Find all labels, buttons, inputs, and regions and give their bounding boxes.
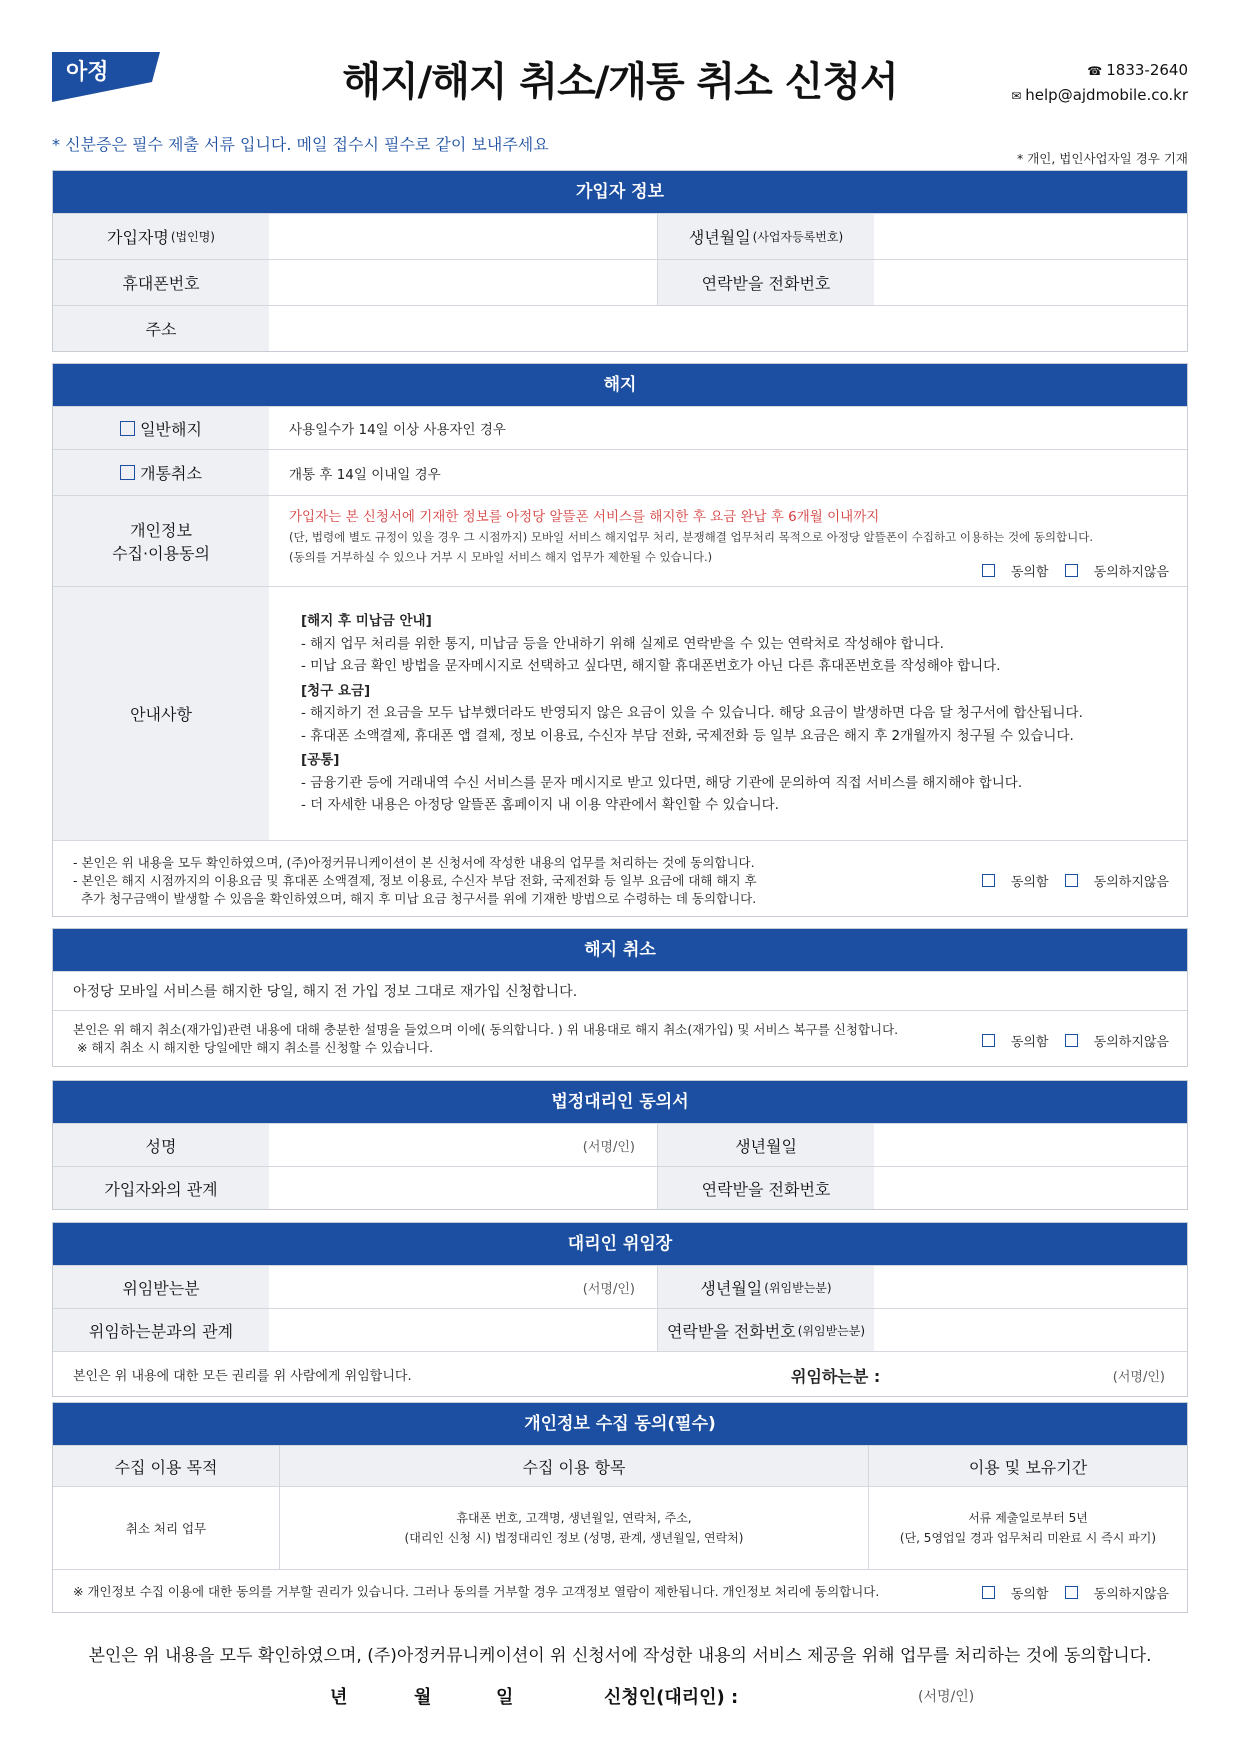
guide-heading-billing: [청구 요금] (301, 682, 371, 699)
disagree-option[interactable]: 동의하지않음 (1065, 1587, 1169, 1602)
privacy-notice: ※ 개인정보 수집 이용에 대한 동의를 거부할 권리가 있습니다. 그러나 동의를 거부할 경우 고객정보 열람이 제한됩니다. 개인정보 처리에 동의합니다. (73, 1584, 880, 1599)
sign-hint: (서명/인) (918, 1689, 975, 1705)
section-title: 개인정보 수집 동의(필수) (53, 1403, 1187, 1445)
checkbox-icon[interactable] (120, 465, 135, 480)
disagree-option[interactable]: 동의하지않음 (1065, 565, 1169, 580)
delegate-contact-label: 연락받을 전화번호 (위임받는분) (658, 1309, 874, 1351)
section-title: 대리인 위임장 (53, 1223, 1187, 1265)
legal-rep-relation-field[interactable] (269, 1167, 658, 1209)
termination-section (52, 363, 1188, 917)
cancel-termination-choice (970, 1031, 1169, 1050)
delegate-name-label: 위임받는분 (53, 1266, 269, 1308)
id-required-notice: * 신분증은 필수 제출 서류 입니다. 메일 접수시 필수로 같이 보내주세요 (52, 135, 549, 154)
agree-option[interactable]: 동의함 (982, 1035, 1049, 1050)
guide-text: - 해지하기 전 요금을 모두 납부했더라도 반영되지 않은 요금이 있을 수 있습니다. 해당 요금이 발생하면 다음 달 청구서에 합산됩니다. (301, 705, 1083, 722)
privacy-collection-choice (970, 1583, 1169, 1602)
subscriber-contact-field[interactable] (874, 260, 1187, 305)
legal-rep-birth-label: 생년월일 (658, 1124, 874, 1166)
general-termination-option[interactable]: 일반해지 (53, 407, 269, 449)
date-year-label: 년 (330, 1687, 348, 1708)
guide-text: - 더 자세한 내용은 아정당 알뜰폰 홈페이지 내 이용 약관에서 확인할 수 있습니다. (301, 797, 779, 814)
sign-hint: (서명/인) (582, 1139, 635, 1155)
logo-text: 아정 (66, 60, 109, 85)
delegator-label: 위임하는분 : (791, 1367, 881, 1386)
applicant-label: 신청인(대리인) : (604, 1687, 739, 1708)
guide-text: - 미납 요금 확인 방법을 문자메시지로 선택하고 싶다면, 해지할 휴대폰번호가 아닌 다른 휴대폰번호를 작성해야 합니다. (301, 658, 1001, 675)
delegate-relation-label: 위임하는분과의 관계 (53, 1309, 269, 1351)
sign-hint: (서명/인) (582, 1281, 635, 1297)
proxy-section (52, 1222, 1188, 1397)
legal-rep-relation-label: 가입자와의 관계 (53, 1167, 269, 1209)
privacy-period-cell: 서류 제출일로부터 5년 (단, 5영업일 경과 업무처리 미완료 시 즉시 파기) (899, 1511, 1157, 1545)
open-cancel-desc: 개통 후 14일 이내일 경우 (289, 466, 441, 483)
phone-icon: ☎ (1087, 64, 1103, 78)
disagree-option[interactable]: 동의하지않음 (1065, 875, 1169, 890)
subscriber-address-label: 주소 (53, 306, 269, 351)
contact-email[interactable]: help@ajdmobile.co.kr (1025, 86, 1188, 104)
subscriber-contact-label: 연락받을 전화번호 (658, 260, 874, 305)
cancel-termination-consent: 본인은 위 해지 취소(재가입)관련 내용에 대해 충분한 설명을 들었으며 이에( 동의합니다. ) 위 내용대로 해지 취소(재가입) 및 서비스 복구를 신청합니다. ※ 해지 취소 시 해지한 당일에만 해지 취소를 신청할 수 있습니다. (73, 1022, 899, 1055)
section-title: 가입자 정보 (53, 171, 1187, 213)
open-cancel-option[interactable]: 개통취소 (53, 450, 269, 495)
subscriber-name-label: 가입자명 (법인명) (53, 214, 269, 259)
guide-content (269, 587, 1187, 840)
privacy-consent-highlight: 가입자는 본 신청서에 기재한 정보를 아정당 알뜰폰 서비스를 해지한 후 요금 완납 후 6개월 이내까지 (289, 509, 880, 525)
privacy-consent-note: (동의를 거부하실 수 있으나 거부 시 모바일 서비스 해지 업무가 제한될 수 있습니다.) (289, 550, 713, 564)
subscriber-name-field[interactable] (269, 214, 658, 259)
date-day-label: 일 (496, 1687, 514, 1708)
legal-rep-contact-field[interactable] (874, 1167, 1187, 1209)
mail-icon: ✉ (1011, 89, 1022, 103)
corporate-notice: * 개인, 법인사업자일 경우 기재 (1016, 151, 1188, 166)
checkbox-icon[interactable] (120, 421, 135, 436)
privacy-header-purpose: 수집 이용 목적 (53, 1446, 280, 1486)
sign-hint: (서명/인) (1112, 1370, 1165, 1385)
subscriber-address-field[interactable] (269, 306, 1187, 351)
privacy-header-period: 이용 및 보유기간 (869, 1446, 1187, 1486)
section-title: 해지 취소 (53, 929, 1187, 971)
legal-rep-contact-label: 연락받을 전화번호 (658, 1167, 874, 1209)
privacy-consent-text: (단, 법령에 별도 규정이 있을 경우 그 시점까지) 모바일 서비스 해지업무 처리, 분쟁해결 업무처리 목적으로 아정당 알뜰폰이 수집하고 이용하는 것에 동의합니다. (289, 530, 1094, 544)
guide-text: - 금융기관 등에 거래내역 수신 서비스를 문자 메시지로 받고 있다면, 해당 기관에 문의하여 직접 서비스를 해지해야 합니다. (301, 774, 1023, 791)
subscriber-birth-label: 생년월일 (사업자등록번호) (658, 214, 874, 259)
delegate-relation-field[interactable] (269, 1309, 658, 1351)
privacy-purpose-cell: 취소 처리 업무 (53, 1487, 280, 1569)
contact-phone: 1833-2640 (1106, 61, 1188, 79)
legal-rep-birth-field[interactable] (874, 1124, 1187, 1166)
subscriber-phone-field[interactable] (269, 260, 658, 305)
privacy-items-cell: 휴대폰 번호, 고객명, 생년월일, 연락처, 주소, (대리인 신청 시) 법정대리인 정보 (성명, 관계, 생년월일, 연락처) (280, 1487, 869, 1569)
termination-confirm-row (53, 840, 1187, 916)
document-title: 해지/해지 취소/개통 취소 신청서 (342, 59, 898, 105)
privacy-consent-choice (970, 561, 1169, 580)
delegate-name-field[interactable] (269, 1266, 658, 1308)
subscriber-phone-label: 휴대폰번호 (53, 260, 269, 305)
privacy-section (52, 1402, 1188, 1613)
cancel-termination-section (52, 928, 1188, 1067)
disagree-option[interactable]: 동의하지않음 (1065, 1035, 1169, 1050)
legal-rep-section (52, 1080, 1188, 1210)
delegate-birth-label: 생년월일 (위임받는분) (658, 1266, 874, 1308)
termination-confirm-choice (970, 871, 1169, 890)
section-title: 해지 (53, 364, 1187, 406)
agree-option[interactable]: 동의함 (982, 875, 1049, 890)
legal-rep-name-label: 성명 (53, 1124, 269, 1166)
proxy-statement: 본인은 위 내용에 대한 모든 권리를 위 사람에게 위임합니다. (73, 1368, 412, 1384)
section-title: 법정대리인 동의서 (53, 1081, 1187, 1123)
applicant-sign-field[interactable] (772, 1680, 1032, 1710)
guide-text: - 휴대폰 소액결제, 휴대폰 앱 결제, 정보 이용료, 수신자 부담 전화, 국제전화 등 일부 요금은 해지 후 2개월까지 청구될 수 있습니다. (301, 727, 1074, 744)
guide-heading-unpaid: [해지 후 미납금 안내] (301, 613, 432, 630)
date-month-label: 월 (414, 1687, 432, 1708)
general-termination-desc: 사용일수가 14일 이상 사용자인 경우 (289, 422, 506, 438)
subscriber-section (52, 170, 1188, 352)
agree-option[interactable]: 동의함 (982, 565, 1049, 580)
guide-text: - 해지 업무 처리를 위한 통지, 미납금 등을 안내하기 위해 실제로 연락받을 수 있는 연락처로 작성해야 합니다. (301, 635, 944, 652)
agree-option[interactable]: 동의함 (982, 1587, 1049, 1602)
final-consent-statement: 본인은 위 내용을 모두 확인하였으며, (주)아정커뮤니케이션이 위 신청서에 작성한 내용의 서비스 제공을 위해 업무를 처리하는 것에 동의합니다. (88, 1646, 1152, 1666)
delegate-birth-field[interactable] (874, 1266, 1187, 1308)
delegate-contact-field[interactable] (874, 1309, 1187, 1351)
privacy-consent-label: 개인정보 수집·이용동의 (53, 496, 269, 586)
contact-block (1011, 58, 1188, 108)
guide-label: 안내사항 (53, 587, 269, 840)
privacy-consent-content (269, 496, 1187, 586)
guide-heading-common: [공통] (301, 752, 340, 769)
privacy-header-items: 수집 이용 항목 (280, 1446, 869, 1486)
legal-rep-name-field[interactable] (269, 1124, 658, 1166)
termination-confirm-text: - 본인은 위 내용을 모두 확인하였으며, (주)아정커뮤니케이션이 본 신청서에 작성한 내용의 업무를 처리하는 것에 동의합니다. - 본인은 해지 시점까지의 이용요금 및 휴대폰 소액결제, 정보 이용료, 수신자 부담 전화, 국제전화 등 일부 요금에 대해 해지 후 추가 청구금액이 발생할 수 있음을 확인하였으며, 해지 후 미납 요금 청구서를 위에 기재한 방법으로 수령하는 데 동의합니다. (73, 855, 757, 906)
cancel-termination-desc: 아정당 모바일 서비스를 해지한 당일, 해지 전 가입 정보 그대로 재가입 신청합니다. (73, 984, 578, 1000)
subscriber-birth-field[interactable] (874, 214, 1187, 259)
